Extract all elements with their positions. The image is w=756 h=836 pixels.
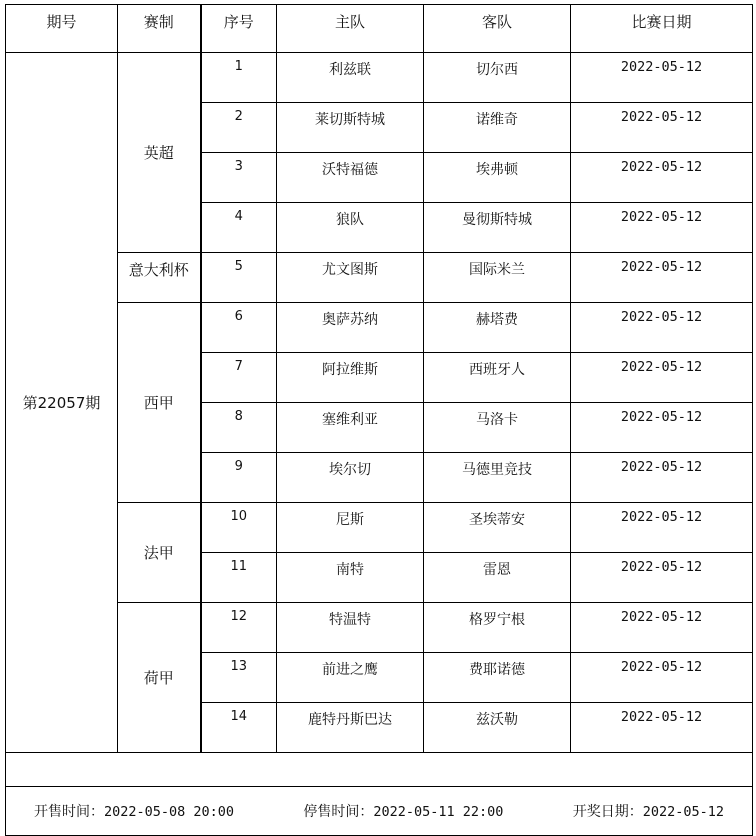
away-team-cell: 诺维奇 (424, 103, 571, 153)
footer-cell (6, 787, 753, 836)
home-team-cell: 尼斯 (277, 503, 424, 553)
footer-row (6, 787, 753, 836)
table-row (6, 253, 753, 303)
table-row (6, 53, 753, 103)
seq-cell: 5 (201, 253, 277, 303)
sale-stop-info (303, 801, 503, 821)
home-team-cell: 南特 (277, 553, 424, 603)
table-row (6, 303, 753, 353)
league-cell-coppa: 意大利杯 (118, 253, 201, 303)
header-home: 主队 (277, 5, 424, 53)
sale-start-info (34, 801, 234, 821)
header-seq: 序号 (201, 5, 277, 53)
away-team-cell: 格罗宁根 (424, 603, 571, 653)
sale-stop-label: 停售时间： (303, 804, 374, 820)
table-header-row (6, 5, 753, 53)
away-team-cell: 曼彻斯特城 (424, 203, 571, 253)
match-date-cell: 2022-05-12 (571, 703, 753, 753)
league-cell-eredivisie: 荷甲 (118, 603, 201, 753)
seq-cell: 1 (201, 53, 277, 103)
away-team-cell: 马德里竞技 (424, 453, 571, 503)
away-team-cell: 马洛卡 (424, 403, 571, 453)
seq-cell: 13 (201, 653, 277, 703)
match-date-cell: 2022-05-12 (571, 253, 753, 303)
away-team-cell: 赫塔费 (424, 303, 571, 353)
away-team-cell: 兹沃勒 (424, 703, 571, 753)
seq-cell: 2 (201, 103, 277, 153)
home-team-cell: 狼队 (277, 203, 424, 253)
header-league: 赛制 (118, 5, 201, 53)
away-team-cell: 埃弗顿 (424, 153, 571, 203)
header-issue: 期号 (6, 5, 118, 53)
home-team-cell: 阿拉维斯 (277, 353, 424, 403)
blank-row (6, 753, 753, 787)
match-date-cell: 2022-05-12 (571, 203, 753, 253)
table-row (6, 503, 753, 553)
sale-start-label: 开售时间： (34, 804, 104, 820)
blank-cell (6, 753, 753, 787)
match-date-cell: 2022-05-12 (571, 553, 753, 603)
seq-cell: 9 (201, 453, 277, 503)
home-team-cell: 塞维利亚 (277, 403, 424, 453)
seq-cell: 11 (201, 553, 277, 603)
seq-cell: 10 (201, 503, 277, 553)
home-team-cell: 尤文图斯 (277, 253, 424, 303)
home-team-cell: 特温特 (277, 603, 424, 653)
issue-cell: 第22057期 (6, 53, 118, 753)
draw-date-value: 2022-05-12 (642, 804, 724, 820)
match-date-cell: 2022-05-12 (571, 403, 753, 453)
home-team-cell: 奥萨苏纳 (277, 303, 424, 353)
seq-cell: 4 (201, 203, 277, 253)
sale-start-value: 2022-05-08 20:00 (104, 804, 235, 820)
sale-stop-value: 2022-05-11 22:00 (373, 804, 504, 820)
home-team-cell: 莱切斯特城 (277, 103, 424, 153)
match-schedule-table (5, 4, 753, 836)
match-date-cell: 2022-05-12 (571, 453, 753, 503)
away-team-cell: 西班牙人 (424, 353, 571, 403)
seq-cell: 14 (201, 703, 277, 753)
away-team-cell: 切尔西 (424, 53, 571, 103)
draw-date-label: 开奖日期： (572, 804, 643, 820)
match-date-cell: 2022-05-12 (571, 303, 753, 353)
away-team-cell: 费耶诺德 (424, 653, 571, 703)
header-date: 比赛日期 (571, 5, 753, 53)
away-team-cell: 圣埃蒂安 (424, 503, 571, 553)
league-cell-ligue1: 法甲 (118, 503, 201, 603)
league-cell-laliga: 西甲 (118, 303, 201, 503)
home-team-cell: 埃尔切 (277, 453, 424, 503)
league-cell-epl: 英超 (118, 53, 201, 253)
match-date-cell: 2022-05-12 (571, 353, 753, 403)
match-date-cell: 2022-05-12 (571, 153, 753, 203)
draw-date-info (573, 801, 724, 821)
seq-cell: 12 (201, 603, 277, 653)
away-team-cell: 国际米兰 (424, 253, 571, 303)
match-date-cell: 2022-05-12 (571, 103, 753, 153)
match-date-cell: 2022-05-12 (571, 603, 753, 653)
home-team-cell: 沃特福德 (277, 153, 424, 203)
home-team-cell: 鹿特丹斯巴达 (277, 703, 424, 753)
seq-cell: 7 (201, 353, 277, 403)
seq-cell: 3 (201, 153, 277, 203)
match-date-cell: 2022-05-12 (571, 503, 753, 553)
away-team-cell: 雷恩 (424, 553, 571, 603)
match-date-cell: 2022-05-12 (571, 53, 753, 103)
header-away: 客队 (424, 5, 571, 53)
table-row (6, 603, 753, 653)
seq-cell: 6 (201, 303, 277, 353)
home-team-cell: 前进之鹰 (277, 653, 424, 703)
seq-cell: 8 (201, 403, 277, 453)
home-team-cell: 利兹联 (277, 53, 424, 103)
match-date-cell: 2022-05-12 (571, 653, 753, 703)
